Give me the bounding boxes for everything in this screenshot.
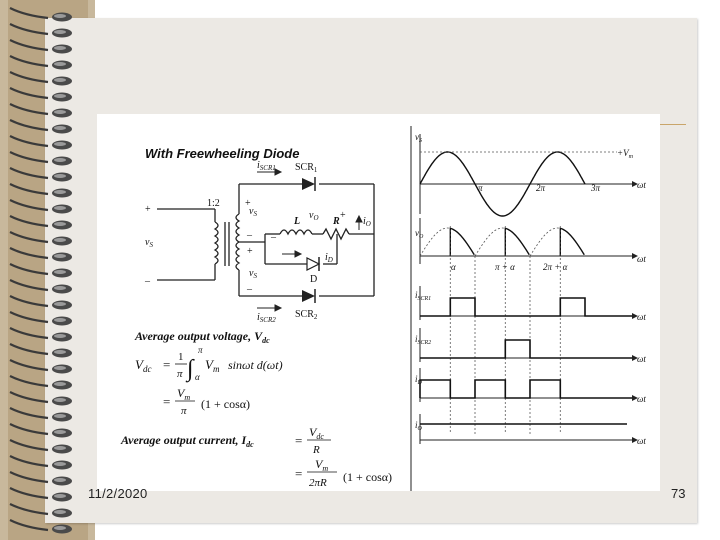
ring-wire	[10, 296, 48, 306]
ring-wire	[10, 312, 48, 322]
ring-highlight	[54, 494, 66, 498]
integral-lower: α	[195, 372, 200, 382]
ring-wire	[10, 104, 48, 114]
ring-wire	[10, 456, 48, 466]
wf-3pi-tick: 3π	[591, 183, 601, 193]
iscr1-wave	[420, 298, 632, 316]
ring-highlight	[54, 270, 66, 274]
ring-wire	[10, 408, 48, 418]
wf-iscr1-label: $i_{SCR1}$	[415, 290, 432, 302]
wf-wt-5: ωt	[637, 394, 646, 404]
avg-voltage-label: Average output voltage, $V_{dc}$	[135, 329, 270, 345]
i-scr1-label: $i_{SCR1}$	[257, 160, 276, 172]
load-minus: –	[271, 232, 276, 243]
ring-highlight	[54, 158, 66, 162]
vs-primary: $v_S$	[145, 237, 153, 249]
ring-highlight	[54, 126, 66, 130]
ring-highlight	[54, 110, 66, 114]
avg-current-label: Average output current, $I_{dc}$	[121, 433, 254, 449]
inductor-label: L	[294, 216, 301, 227]
vdc-equals: =	[163, 357, 171, 372]
formulas	[120, 329, 392, 489]
diode-symbol	[307, 258, 319, 270]
ring-wire	[10, 504, 48, 514]
ring-highlight	[54, 318, 66, 322]
ring-wire	[10, 520, 48, 530]
spiral-rings	[0, 0, 95, 540]
vo-wave-dashed	[420, 228, 560, 256]
wf-io-label: $i_O$	[415, 420, 422, 432]
ring-highlight	[54, 430, 66, 434]
ring-wire	[10, 72, 48, 82]
ring-highlight	[54, 30, 66, 34]
ring-highlight	[54, 238, 66, 242]
ring-wire	[10, 136, 48, 146]
ring-highlight	[54, 206, 66, 210]
wf-iscr2-label: $i_{SCR2}$	[415, 334, 432, 346]
iscr2-wave	[420, 340, 632, 358]
ring-wire	[10, 168, 48, 178]
wf-wt-6: ωt	[637, 436, 646, 446]
ring-highlight	[54, 286, 66, 290]
ring-wire	[10, 424, 48, 434]
ring-highlight	[54, 446, 66, 450]
wf-vo-label: $v_O$	[415, 228, 424, 240]
waveform-panel	[420, 134, 638, 444]
ring-highlight	[54, 254, 66, 258]
wf-wt-4: ωt	[637, 354, 646, 364]
scr2-symbol	[302, 290, 315, 302]
one-plus-cos: (1 + cosα)	[201, 397, 251, 411]
wf-id-label: $i_D$	[415, 374, 422, 386]
vm3-num: $V_m$	[315, 457, 329, 473]
ring-wire	[10, 264, 48, 274]
slide-date: 11/2/2020	[88, 486, 148, 501]
ring-wire	[10, 88, 48, 98]
ring-highlight	[54, 46, 66, 50]
wf-alpha-tick: α	[451, 262, 456, 272]
vm-sin: $V_m$	[205, 357, 220, 374]
scr1-symbol	[302, 178, 315, 190]
wf-wt-1: ωt	[637, 180, 646, 190]
vs-upper: $v_S$	[249, 206, 257, 218]
ring-wire	[10, 248, 48, 258]
scr1-label: $SCR_1$	[295, 162, 318, 174]
vo-wave	[450, 228, 584, 256]
eq2: =	[163, 394, 171, 409]
sec-lower-plus: +	[247, 246, 253, 257]
ring-wire	[10, 8, 48, 18]
vs-lower: $v_S$	[249, 268, 257, 280]
frac-one: 1	[178, 351, 184, 363]
ring-highlight	[54, 382, 66, 386]
id-wave	[420, 380, 632, 398]
vm-num: $V_m$	[177, 386, 191, 402]
integral-upper: π	[198, 345, 203, 355]
ring-highlight	[54, 302, 66, 306]
circuit-figure	[97, 114, 660, 491]
ring-wire	[10, 440, 48, 450]
ring-highlight	[54, 62, 66, 66]
ring-highlight	[54, 366, 66, 370]
sin-term: sinωt d(ωt)	[228, 358, 283, 372]
ring-highlight	[54, 142, 66, 146]
id-label: $i_D$	[325, 252, 333, 264]
vdc-num: $V_{dc}$	[309, 425, 324, 441]
sec-lower-minus: –	[247, 284, 252, 295]
ring-highlight	[54, 526, 66, 530]
i-scr2-label: $i_{SCR2}$	[257, 312, 276, 324]
primary-minus: –	[145, 276, 150, 287]
resistor-label: R	[333, 216, 340, 227]
idc-eq: =	[295, 433, 303, 448]
ring-wire	[10, 184, 48, 194]
wf-wt-2: ωt	[637, 254, 646, 264]
wf-2pi-alpha-tick: 2π + α	[543, 262, 568, 272]
ring-highlight	[54, 510, 66, 514]
two-pi-r: 2πR	[309, 477, 327, 489]
ring-highlight	[54, 462, 66, 466]
figure-svg	[97, 114, 660, 491]
ring-highlight	[54, 398, 66, 402]
wf-vs-label: $v_S$	[415, 132, 422, 144]
diode-d-label: D	[310, 274, 318, 285]
integral-sign: ∫	[187, 356, 194, 382]
frac-pi: π	[177, 368, 183, 380]
ring-highlight	[54, 78, 66, 82]
load-plus: +	[340, 210, 346, 221]
ring-wire	[10, 232, 48, 242]
ring-wire	[10, 216, 48, 226]
wf-vm-label: $+V_m$	[617, 148, 633, 160]
ring-wire	[10, 56, 48, 66]
ring-highlight	[54, 334, 66, 338]
ring-wire	[10, 376, 48, 386]
wf-pi-alpha-tick: π + α	[495, 262, 515, 272]
ring-wire	[10, 40, 48, 50]
ring-highlight	[54, 414, 66, 418]
page-number: 73	[671, 486, 686, 501]
turns-ratio: 1:2	[207, 198, 220, 209]
vo-label: $v_O$	[309, 210, 319, 222]
wf-pi-tick: π	[478, 183, 483, 193]
ring-highlight	[54, 478, 66, 482]
ring-highlight	[54, 222, 66, 226]
ring-wire	[10, 344, 48, 354]
vm-den-pi: π	[181, 405, 187, 417]
io-label: $i_O$	[363, 216, 371, 228]
primary-plus: +	[145, 204, 151, 215]
ring-wire	[10, 488, 48, 498]
wf-wt-3: ωt	[637, 312, 646, 322]
ring-highlight	[54, 174, 66, 178]
ring-highlight	[54, 350, 66, 354]
wf-2pi-tick: 2π	[536, 183, 546, 193]
ring-wire	[10, 472, 48, 482]
ring-wire	[10, 120, 48, 130]
circuit-wiring	[157, 184, 374, 296]
sec-upper-minus: –	[247, 230, 252, 241]
ring-highlight	[54, 190, 66, 194]
ring-wire	[10, 152, 48, 162]
ring-wire	[10, 24, 48, 34]
ring-wire	[10, 392, 48, 402]
r-den: R	[313, 444, 320, 456]
sec-upper-plus: +	[245, 198, 251, 209]
ring-wire	[10, 280, 48, 290]
one-plus-cos-2: (1 + cosα)	[343, 470, 393, 484]
ring-highlight	[54, 94, 66, 98]
ring-wire	[10, 328, 48, 338]
waveform-labels	[415, 132, 646, 446]
scr2-label: $SCR_2$	[295, 309, 318, 321]
idc-eq2: =	[295, 466, 303, 481]
figure-heading: With Freewheeling Diode	[145, 146, 300, 161]
ring-wire	[10, 360, 48, 370]
vdc-symbol: $V_{dc}$	[135, 357, 152, 374]
ring-highlight	[54, 14, 66, 18]
ring-wire	[10, 200, 48, 210]
